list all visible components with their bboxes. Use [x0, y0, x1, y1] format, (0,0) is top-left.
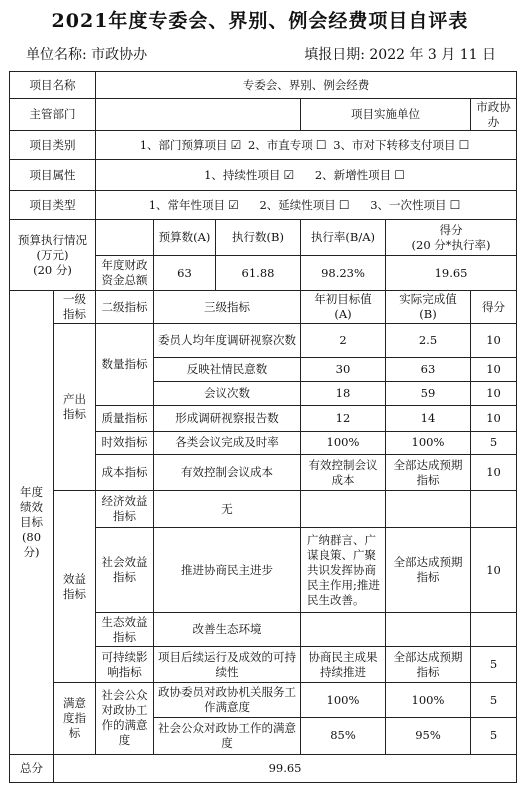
cost-indicator: 成本指标 — [96, 454, 154, 491]
level3-cell: 无 — [154, 491, 301, 528]
actual-header: 实际完成值 (B) — [386, 291, 471, 324]
budget-header: 预算数(A) — [154, 220, 216, 256]
score-cell — [471, 613, 517, 647]
actual-cell: 100% — [386, 431, 471, 454]
target-cell: 100% — [301, 431, 386, 454]
project-name-value: 专委会、界别、例会经费 — [96, 72, 517, 99]
target-cell: 广纳群言、广谋良策、广聚共识发挥协商民主作用;推进民生改善。 — [301, 528, 386, 613]
budget-section-label: 预算执行情况 (万元) (20 分) — [10, 220, 96, 291]
target-cell: 有效控制会议成本 — [301, 454, 386, 491]
level2-header: 二级指标 — [96, 291, 154, 324]
level3-cell: 会议次数 — [154, 381, 301, 405]
rate-value: 98.23% — [301, 255, 386, 291]
checkbox-empty-icon: ☐ — [458, 137, 470, 152]
economic-indicator: 经济效益指标 — [96, 491, 154, 528]
attr-opt1: 1、持续性项目 — [204, 167, 281, 182]
actual-cell: 100% — [386, 683, 471, 718]
checkbox-empty-icon: ☐ — [394, 167, 405, 182]
score-cell: 5 — [471, 717, 517, 754]
level3-cell: 改善生态环境 — [154, 613, 301, 647]
public-satisfaction-indicator: 社会公众对政协工作的满意度 — [96, 683, 154, 754]
category-opt3: 3、市对下转移支付项目 — [333, 137, 456, 152]
target-cell: 2 — [301, 323, 386, 358]
checkbox-checked-icon: ☑ — [283, 167, 295, 182]
fill-date — [304, 44, 496, 64]
quality-indicator: 质量指标 — [96, 406, 154, 431]
actual-cell — [386, 613, 471, 647]
dept-label: 主管部门 — [10, 99, 96, 130]
level3-cell: 政协委员对政协机关服务工作满意度 — [154, 683, 301, 718]
type-opt3: 3、一次性项目 — [370, 197, 447, 212]
row-department — [10, 99, 517, 130]
impl-unit-value: 市政协办 — [471, 99, 517, 130]
row-category — [10, 130, 517, 159]
type-label: 项目类型 — [10, 190, 96, 219]
table-row — [10, 491, 517, 528]
total-value: 99.65 — [54, 754, 517, 783]
target-cell: 18 — [301, 381, 386, 405]
timeliness-indicator: 时效指标 — [96, 431, 154, 454]
target-cell: 85% — [301, 717, 386, 754]
row-perf-header — [10, 291, 517, 324]
ecological-indicator: 生态效益指标 — [96, 613, 154, 647]
row-project-name — [10, 72, 517, 99]
actual-cell: 全部达成预期指标 — [386, 454, 471, 491]
row-attribute — [10, 160, 517, 190]
impl-unit-label: 项目实施单位 — [301, 99, 471, 130]
score-cell: 10 — [471, 528, 517, 613]
exec-header: 执行数(B) — [216, 220, 301, 256]
checkbox-empty-icon: ☐ — [449, 197, 461, 212]
checkbox-empty-icon: ☐ — [315, 137, 327, 152]
level1-header: 一级 指标 — [54, 291, 96, 324]
category-label: 项目类别 — [10, 130, 96, 159]
actual-cell: 全部达成预期指标 — [386, 646, 471, 683]
score-cell — [471, 491, 517, 528]
attr-options — [96, 160, 517, 190]
attr-opt2: 2、新增性项目 — [314, 167, 392, 182]
checkbox-checked-icon: ☑ — [228, 197, 239, 212]
score-cell: 10 — [471, 323, 517, 358]
evaluation-table — [9, 71, 517, 783]
target-cell: 12 — [301, 406, 386, 431]
checkbox-empty-icon: ☐ — [338, 197, 350, 212]
target-cell — [301, 613, 386, 647]
row-budget-header — [10, 220, 517, 256]
total-label: 总分 — [10, 754, 54, 783]
score-cell: 5 — [471, 646, 517, 683]
dept-value — [96, 99, 301, 130]
score-cell: 5 — [471, 431, 517, 454]
level3-cell: 委员人均年度调研视察次数 — [154, 323, 301, 358]
date-label: 填报日期: — [304, 47, 365, 63]
target-cell: 100% — [301, 683, 386, 718]
fund-total-label: 年度财政 资金总额 — [96, 255, 154, 291]
table-row — [10, 683, 517, 718]
score-cell: 10 — [471, 358, 517, 381]
target-cell: 协商民主成果持续推进 — [301, 646, 386, 683]
budget-value: 63 — [154, 255, 216, 291]
type-options — [96, 190, 517, 219]
score-cell: 10 — [471, 406, 517, 431]
unit-label: 单位名称: — [26, 47, 87, 63]
date-value: 2022 年 3 月 11 日 — [369, 47, 496, 63]
score-cell: 10 — [471, 381, 517, 405]
target-cell: 30 — [301, 358, 386, 381]
level3-cell: 反映社情民意数 — [154, 358, 301, 381]
score-cell: 10 — [471, 454, 517, 491]
category-options — [96, 130, 517, 159]
sustainability-indicator: 可持续影响指标 — [96, 646, 154, 683]
score-header: 得分 — [471, 291, 517, 324]
level3-cell: 有效控制会议成本 — [154, 454, 301, 491]
budget-score-header: 得分 (20 分*执行率) — [386, 220, 517, 256]
row-total — [10, 754, 517, 783]
level3-header: 三级指标 — [154, 291, 301, 324]
table-row — [10, 323, 517, 358]
actual-cell: 59 — [386, 381, 471, 405]
actual-cell: 2.5 — [386, 323, 471, 358]
score-cell: 5 — [471, 683, 517, 718]
output-indicator-label: 产出 指标 — [54, 323, 96, 491]
row-type — [10, 190, 517, 219]
actual-cell: 63 — [386, 358, 471, 381]
benefit-indicator-label: 效益 指标 — [54, 491, 96, 683]
level3-cell: 各类会议完成及时率 — [154, 431, 301, 454]
actual-cell: 14 — [386, 406, 471, 431]
attr-label: 项目属性 — [10, 160, 96, 190]
social-indicator: 社会效益指标 — [96, 528, 154, 613]
project-name-label: 项目名称 — [10, 72, 96, 99]
level3-cell: 形成调研视察报告数 — [154, 406, 301, 431]
exec-value: 61.88 — [216, 255, 301, 291]
level3-cell: 项目后续运行及成效的可持续性 — [154, 646, 301, 683]
quantity-indicator: 数量指标 — [96, 323, 154, 405]
target-cell — [301, 491, 386, 528]
rate-header: 执行率(B/A) — [301, 220, 386, 256]
perf-section-label: 年度 绩效 目标 (80 分) — [10, 291, 54, 754]
budget-blank — [96, 220, 154, 256]
target-header: 年初目标值 (A) — [301, 291, 386, 324]
satisfaction-indicator-label: 满意 度指 标 — [54, 683, 96, 754]
page-title: 2021年度专委会、界别、例会经费项目自评表 — [51, 10, 469, 32]
actual-cell: 95% — [386, 717, 471, 754]
budget-score-value: 19.65 — [386, 255, 517, 291]
type-opt1: 1、常年性项目 — [148, 197, 226, 212]
checkbox-checked-icon: ☑ — [230, 137, 242, 152]
level3-cell: 社会公众对政协工作的满意度 — [154, 717, 301, 754]
category-opt1: 1、部门预算项目 — [139, 137, 228, 152]
actual-cell: 全部达成预期指标 — [386, 528, 471, 613]
category-opt2: 2、市直专项 — [247, 137, 313, 152]
unit-value: 市政协办 — [91, 47, 148, 63]
level3-cell: 推进协商民主进步 — [154, 528, 301, 613]
unit-name — [26, 44, 147, 64]
actual-cell — [386, 491, 471, 528]
type-opt2: 2、延续性项目 — [259, 197, 336, 212]
